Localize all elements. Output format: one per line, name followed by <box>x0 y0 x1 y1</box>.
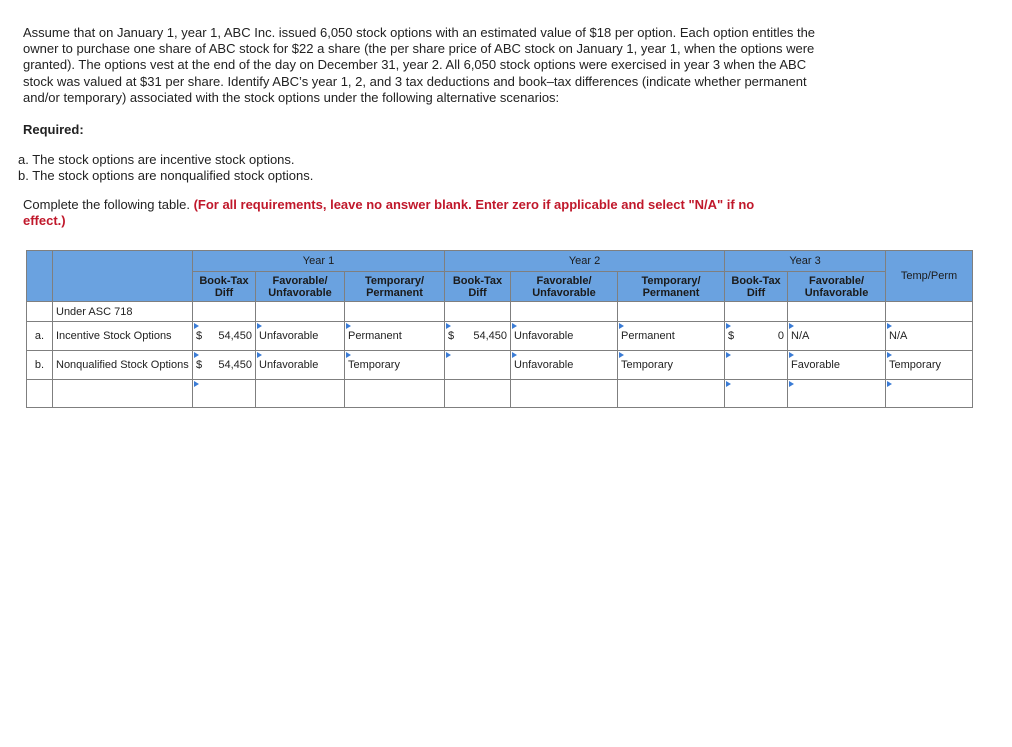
instruction-text: Complete the following table. <box>23 197 190 212</box>
header-y3-book-tax: Book-Tax Diff <box>725 272 788 302</box>
y3-book-tax-input[interactable]: $ 0 <box>725 322 788 351</box>
dropdown-marker-icon <box>194 381 199 387</box>
dropdown-marker-icon <box>619 352 624 358</box>
dropdown-marker-icon <box>789 323 794 329</box>
dropdown-marker-icon <box>346 323 351 329</box>
y2-fav-select[interactable]: Unfavorable <box>511 322 618 351</box>
dropdown-marker-icon <box>512 352 517 358</box>
dropdown-marker-icon <box>789 381 794 387</box>
dropdown-marker-icon <box>257 323 262 329</box>
y2-book-tax-input[interactable]: $ 54,450 <box>445 322 511 351</box>
header-y1-fav: Favorable/ Unfavorable <box>256 272 345 302</box>
header-y1-tp: Temporary/ Permanent <box>345 272 445 302</box>
header-y1-book-tax: Book-Tax Diff <box>193 272 256 302</box>
y1-fav-select[interactable]: Unfavorable <box>256 322 345 351</box>
y3-book-tax-input[interactable] <box>725 351 788 380</box>
dropdown-marker-icon <box>887 323 892 329</box>
answer-table <box>26 250 973 408</box>
dropdown-marker-icon <box>887 352 892 358</box>
instruction <box>23 197 793 229</box>
problem-statement: Assume that on January 1, year 1, ABC Inc. issued 6,050 stock options with an estimated value of $18 per option. Each option entitles the owner to purchase one share of ABC stock for $22 a share (the per share price of ABC stock on January 1, year 1, when the options were granted). The options vest at the end of the day on December 31, year 2. All 6,050 stock options were exercised in year 3 when the ABC stock was valued at $31 per share. Identify ABC’s year 1, 2, and 3 tax deductions and book–tax differences (indicate whether permanent and/or temporary) associated with the stock options under the following alternative scenarios: <box>23 25 816 105</box>
dropdown-marker-icon <box>789 352 794 358</box>
table-row <box>27 351 973 380</box>
requirements-list <box>18 152 313 184</box>
y2-tp-select[interactable]: Permanent <box>618 322 725 351</box>
row-letter: b. <box>27 351 53 380</box>
header-blank-letter <box>27 251 53 302</box>
header-temp-perm: Temp/Perm <box>886 251 973 302</box>
requirement-b: b. The stock options are nonqualified stock options. <box>18 168 314 183</box>
requirement-a: a. The stock options are incentive stock options. <box>18 152 295 167</box>
dropdown-marker-icon <box>726 381 731 387</box>
dropdown-marker-icon <box>887 381 892 387</box>
row-label: Incentive Stock Options <box>53 322 193 351</box>
y3-fav-select[interactable]: N/A <box>788 322 886 351</box>
dropdown-marker-icon <box>446 352 451 358</box>
y3-tp-select[interactable]: N/A <box>886 322 973 351</box>
y1-fav-select[interactable]: Unfavorable <box>256 351 345 380</box>
row-label: Nonqualified Stock Options <box>53 351 193 380</box>
table-row <box>27 380 973 408</box>
table-row <box>27 322 973 351</box>
header-year-3: Year 3 <box>725 251 886 272</box>
header-blank-label <box>53 251 193 302</box>
header-y3-fav: Favorable/ Unfavorable <box>788 272 886 302</box>
section-label: Under ASC 718 <box>53 302 193 322</box>
y3-tp-select[interactable]: Temporary <box>886 351 973 380</box>
header-year-2: Year 2 <box>445 251 725 272</box>
dropdown-marker-icon <box>446 323 451 329</box>
required-heading: Required: <box>23 122 84 137</box>
header-y2-tp: Temporary/ Permanent <box>618 272 725 302</box>
dropdown-marker-icon <box>619 323 624 329</box>
dropdown-marker-icon <box>726 323 731 329</box>
dropdown-marker-icon <box>194 323 199 329</box>
section-letter <box>27 302 53 322</box>
dropdown-marker-icon <box>346 352 351 358</box>
y2-fav-select[interactable]: Unfavorable <box>511 351 618 380</box>
y1-tp-select[interactable]: Temporary <box>345 351 445 380</box>
dropdown-marker-icon <box>726 352 731 358</box>
dropdown-marker-icon <box>257 352 262 358</box>
y1-tp-select[interactable]: Permanent <box>345 322 445 351</box>
y2-tp-select[interactable]: Temporary <box>618 351 725 380</box>
y1-book-tax-input[interactable]: $ 54,450 <box>193 322 256 351</box>
header-year-1: Year 1 <box>193 251 445 272</box>
header-y2-fav: Favorable/ Unfavorable <box>511 272 618 302</box>
header-y2-book-tax: Book-Tax Diff <box>445 272 511 302</box>
dropdown-marker-icon <box>194 352 199 358</box>
instruction-emphasis: (For all requirements, leave no answer blank. Enter zero if applicable and select "N/A" if no effect.) <box>23 197 755 228</box>
dropdown-marker-icon <box>512 323 517 329</box>
y1-book-tax-input[interactable]: $ 54,450 <box>193 351 256 380</box>
y2-book-tax-input[interactable] <box>445 351 511 380</box>
row-letter: a. <box>27 322 53 351</box>
y3-fav-select[interactable]: Favorable <box>788 351 886 380</box>
